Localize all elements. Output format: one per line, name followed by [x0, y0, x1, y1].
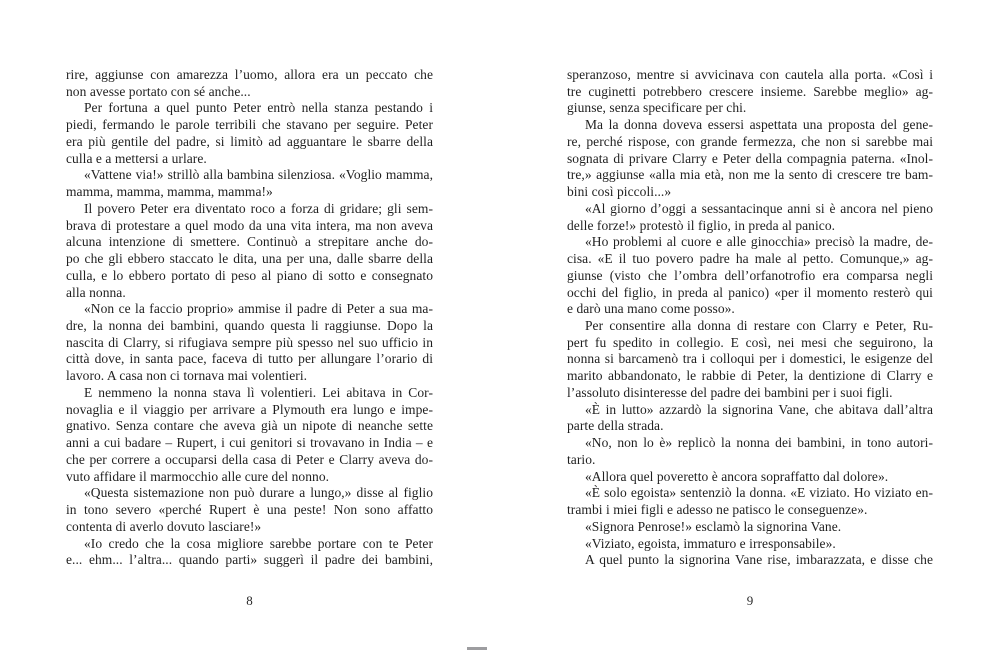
text-line: occhi del figlio, in preda al panico) «per il momento resterò qui [567, 284, 933, 300]
page-progress-indicator [467, 647, 487, 650]
text-line: parte della strada. [567, 418, 664, 434]
text-line: po che gli ebbero staccato le dita, una per una, dalle sbarre della [66, 251, 433, 267]
text-line: culla e a mettersi a urlare. [66, 150, 207, 166]
text-line: e... ehm... l’altra... quando parti» suggerì il padre dei bambini, [66, 552, 433, 568]
text-line: «È in lutto» azzardò la signorina Vane, che abitava dall’altra [585, 401, 933, 417]
text-line: «Non ce la faccio proprio» ammise il padre di Peter a sua ma- [84, 301, 433, 317]
text-line: novaglia e il viaggio per arrivare a Plymouth era lungo e impe- [66, 401, 433, 417]
page-left-number: 8 [246, 593, 253, 608]
text-line: l’assoluto disinteresse del padre dei bambini per i suoi figli. [567, 384, 893, 400]
text-line: tre,» aggiunse «alla mia età, non me la sento di crescere tre bam- [567, 167, 933, 183]
text-line: anni a cui badare – Rupert, i cui genitori si trovavano in India – e [66, 435, 433, 451]
text-line: speranzoso, mentre si avvicinava con cautela alla porta. «Così i [567, 67, 933, 82]
text-line: lavoro. A casa non ci tornava mai volentieri. [66, 368, 308, 384]
text-line: piedi, fermando le parole terribili che stavano per seguire. Peter [66, 117, 433, 133]
text-line: culla, e lo ebbero portato di peso al piano di sotto e consegnato [66, 267, 433, 283]
text-line: giunse (visto che l’ombra dell’orfanotrofio era comparsa negli [567, 267, 933, 283]
text-line: pert fu spedito in collegio. E così, nei mesi che seguirono, la [567, 334, 933, 350]
text-line: sognata di privare Clarry e Peter della compagnia paterna. «Inol- [567, 150, 933, 166]
text-line: «Signora Penrose!» esclamò la signorina Vane. [585, 518, 842, 534]
text-line: tre cuginetti potrebbero crescere insieme. Sarebbe meglio» ag- [567, 83, 933, 99]
text-line: «Questa sistemazione non può durare a lungo,» disse al figlio [84, 485, 433, 501]
text-line: «Al giorno d’oggi a sessantacinque anni si è ancora nel pieno [585, 200, 933, 216]
text-line: alla nonna. [66, 284, 126, 300]
text-line: «Ho problemi al cuore e alle ginocchia» precisò la madre, de- [585, 234, 933, 250]
text-line: Il povero Peter era diventato roco a forza di gridare; gli sem- [84, 200, 433, 216]
text-line: bini così piccoli...» [567, 184, 672, 200]
text-line: vuto affidare il marmocchio alle cure del nonno. [66, 468, 330, 484]
text-line: trambi i miei figli e adesso ne patisco le conseguenze». [567, 502, 868, 518]
page-right [567, 0, 933, 651]
text-line: era più gentile del padre, si limitò ad agguantare le sbarre della [66, 133, 433, 149]
text-line: brava di protestare a quel modo da una vita intera, ma non aveva [66, 217, 433, 233]
text-line: tario. [567, 451, 596, 467]
text-line: alcuna intenzione di smettere. Continuò a strepitare anche do- [66, 234, 433, 250]
text-line: Per fortuna a quel punto Peter entrò nella stanza pestando i [84, 100, 433, 116]
text-line: città dove, in santa pace, faceva di tutto per allungare l’orario di [66, 351, 433, 367]
text-line: giunse, senza specificare per chi. [567, 100, 747, 116]
text-line: marito abbandonato, le rabbie di Peter, la dentizione di Clarry e [567, 368, 933, 384]
text-line: «Viziato, egoista, immaturo e irresponsabile». [585, 535, 836, 551]
text-line: re, perché rispose, con grande fermezza, che non si sarebbe mai [567, 133, 933, 149]
text-line: nonna si barcamenò tra i colloqui per i domestici, le esigenze del [567, 351, 933, 367]
text-line: «No, non lo è» replicò la nonna dei bambini, in tono autori- [585, 435, 933, 451]
text-line: E nemmeno la nonna stava lì volentieri. Lei abitava in Cor- [84, 384, 433, 400]
page-left [66, 0, 433, 651]
text-line: e darò una mano come posso». [567, 301, 735, 317]
text-line: gnativo. Senza contare che aveva già un nipote di neanche sette [66, 418, 433, 434]
text-line: che per correre a occuparsi della casa di Peter e Clarry aveva do- [66, 451, 433, 467]
text-line: rire, aggiunse con amarezza l’uomo, allora era un peccato che [66, 67, 433, 82]
text-line: «Vattene via!» strillò alla bambina silenziosa. «Voglio mamma, [84, 167, 433, 183]
text-line: non avesse portato con sé anche... [66, 83, 251, 99]
text-line: mamma, mamma, mamma, mamma!» [66, 184, 273, 200]
text-line: «Allora quel poveretto è ancora sopraffatto dal dolore». [585, 468, 889, 484]
text-line: cisa. «E il tuo povero padre ha male al petto. Comunque,» ag- [567, 251, 933, 267]
text-line: delle forze!» protestò il figlio, in preda al panico. [567, 217, 836, 233]
text-line: nascita di Clarry, si rifugiava sempre più spesso nel suo ufficio in [66, 334, 433, 350]
text-line: in tono severo «perché Rupert è una peste! Non sono affatto [66, 502, 433, 518]
page-right-number: 9 [746, 593, 754, 608]
text-line: «È solo egoista» sentenziò la donna. «E viziato. Ho viziato en- [585, 485, 933, 501]
text-line: dre, la nonna dei bambini, quando questa li raggiunse. Dopo la [66, 318, 433, 334]
text-line: «Io credo che la cosa migliore sarebbe portare con te Peter [84, 535, 433, 551]
text-line: contenta di averlo dovuto lasciare!» [66, 518, 262, 534]
page-left-text-column [66, 67, 433, 569]
text-line: Ma la donna doveva essersi aspettata una proposta del gene- [585, 117, 933, 133]
text-line: Per consentire alla donna di restare con Clarry e Peter, Ru- [585, 318, 933, 334]
page-right-text-column [567, 67, 933, 569]
text-line: A quel punto la signorina Vane rise, imbarazzata, e disse che [585, 552, 933, 568]
